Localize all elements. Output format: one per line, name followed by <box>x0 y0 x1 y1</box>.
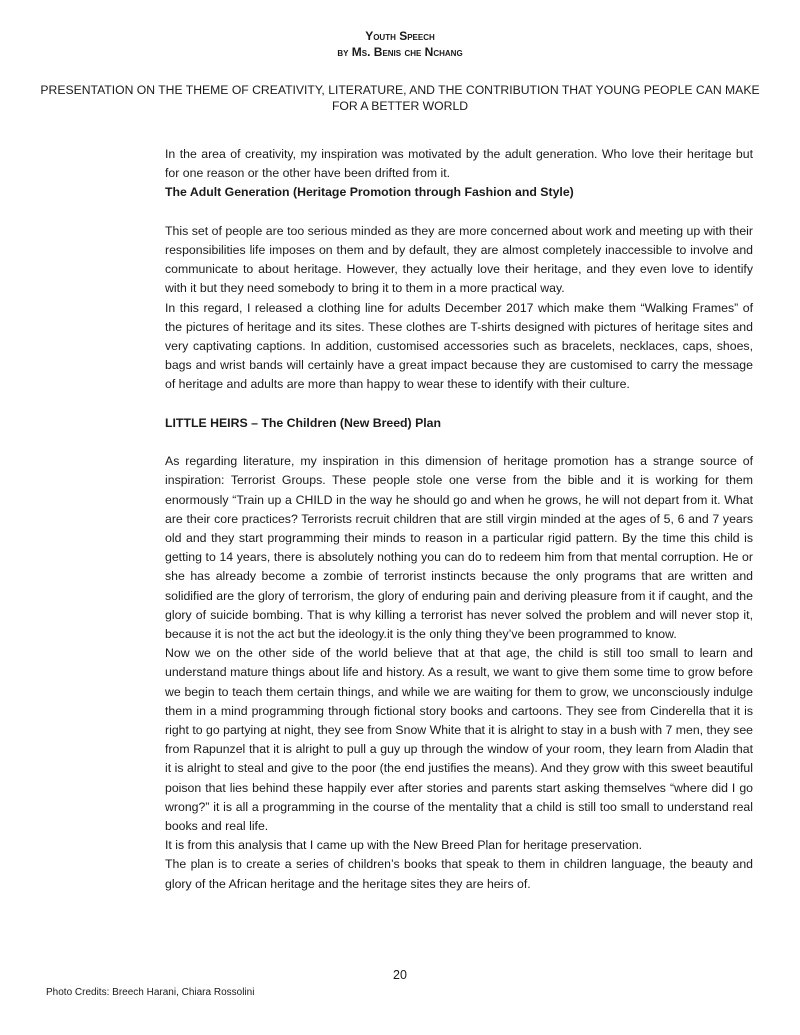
document-header <box>0 28 800 60</box>
photo-credits: Photo Credits: Breech Harani, Chiara Rossolini <box>46 987 255 998</box>
children-paragraph-2: Now we on the other side of the world believe that at that age, the child is still too small to learn and understand mature things about life and history. As a result, we want to give them some time to grow before we begin to teach them certain things, and while we are waiting for them to grow, we unconsciously indulge them in a mind programming through fictional story books and cartoons. They see from Cinderella that it is right to go partying at night, they see from Snow White that it is alright to stay in a bush with 7 men, they see from Rapunzel that it is alright to pull a guy up through the window of your room, they learn from Aladin that it is alright to steal and give to the poor (the end justifies the means). And they grow with this sweet beautiful poison that lies behind these happily ever after stories and parents start asking themselves “where did I go wrong?” it is all a programming in the course of the mentality that a child is still too small to understand real books and real life. <box>165 646 753 834</box>
page-number: 20 <box>393 968 407 982</box>
children-paragraph-1: As regarding literature, my inspiration in this dimension of heritage promotion has a strange source of inspiration: Terrorist Groups. These people stole one verse from the bible and it is working for them enormously “Train up a CHILD in the way he should go and when he grows, he will not depart from it. What are their core practices? Terrorists recruit children that are still virgin minded at the ages of 5, 6 and 7 years old and they start programming their minds to reason in a particular rigid pattern. By the time this child is getting to 14 years, there is absolutely nothing you can do to redeem him from that mental corruption. He or she has already become a zombie of terrorist instincts because the only programs that are written and solidified are the glory of terrorism, the glory of enduring pain and deriving pleasure from it if caught, and the glory of suicide bombing. That is why killing a terrorist has never solved the problem and will never stop it, because it is not the act but the ideology.it is the only thing they’ve been programmed to know. <box>165 454 753 642</box>
adult-paragraph-2: In this regard, I released a clothing line for adults December 2017 which make them “Walking Frames” of the pictures of heritage and its sites. These clothes are T-shirts designed with pictures of heritage sites and very captivating captions. In addition, customised accessories such as bracelets, necklaces, caps, shoes, bags and wrist bands will certainly have a great impact because they are customised to carry the message of heritage and adults are more than happy to wear these to identify with their culture. <box>165 300 753 392</box>
intro-paragraph: In the area of creativity, my inspiration was motivated by the adult generation. Who love their heritage but for one reason or the other have been drifted from it. <box>165 147 753 181</box>
children-paragraph-3: It is from this analysis that I came up with the New Breed Plan for heritage preservation. <box>165 838 643 853</box>
paragraph-spacer <box>165 433 753 452</box>
section-heading-adult-generation: The Adult Generation (Heritage Promotion through Fashion and Style) <box>165 185 574 200</box>
paragraph-spacer <box>165 395 753 414</box>
presentation-theme: PRESENTATION ON THE THEME OF CREATIVITY, LITERATURE, AND THE CONTRIBUTION THAT YOUNG PEOPLE CAN MAKE FOR A BETTER WORLD <box>40 83 760 113</box>
section-heading-little-heirs: LITTLE HEIRS – The Children (New Breed) Plan <box>165 415 442 430</box>
paragraph-spacer <box>165 203 753 222</box>
speech-title: Youth Speech <box>365 29 435 43</box>
speech-byline: by Ms. Benis che Nchang <box>337 45 463 59</box>
document-body <box>165 145 753 894</box>
adult-paragraph-1: This set of people are too serious minded as they are more concerned about work and meeting up with their responsibilities life imposes on them and by default, they are almost completely inaccessible to involve and communicate to about heritage. However, they actually love their heritage, and they even love to identify with it but they need somebody to bring it to them in a more practical way. <box>165 223 753 296</box>
children-paragraph-4: The plan is to create a series of children’s books that speak to them in children language, the beauty and glory of the African heritage and the heritage sites they are heirs of. <box>165 857 753 891</box>
